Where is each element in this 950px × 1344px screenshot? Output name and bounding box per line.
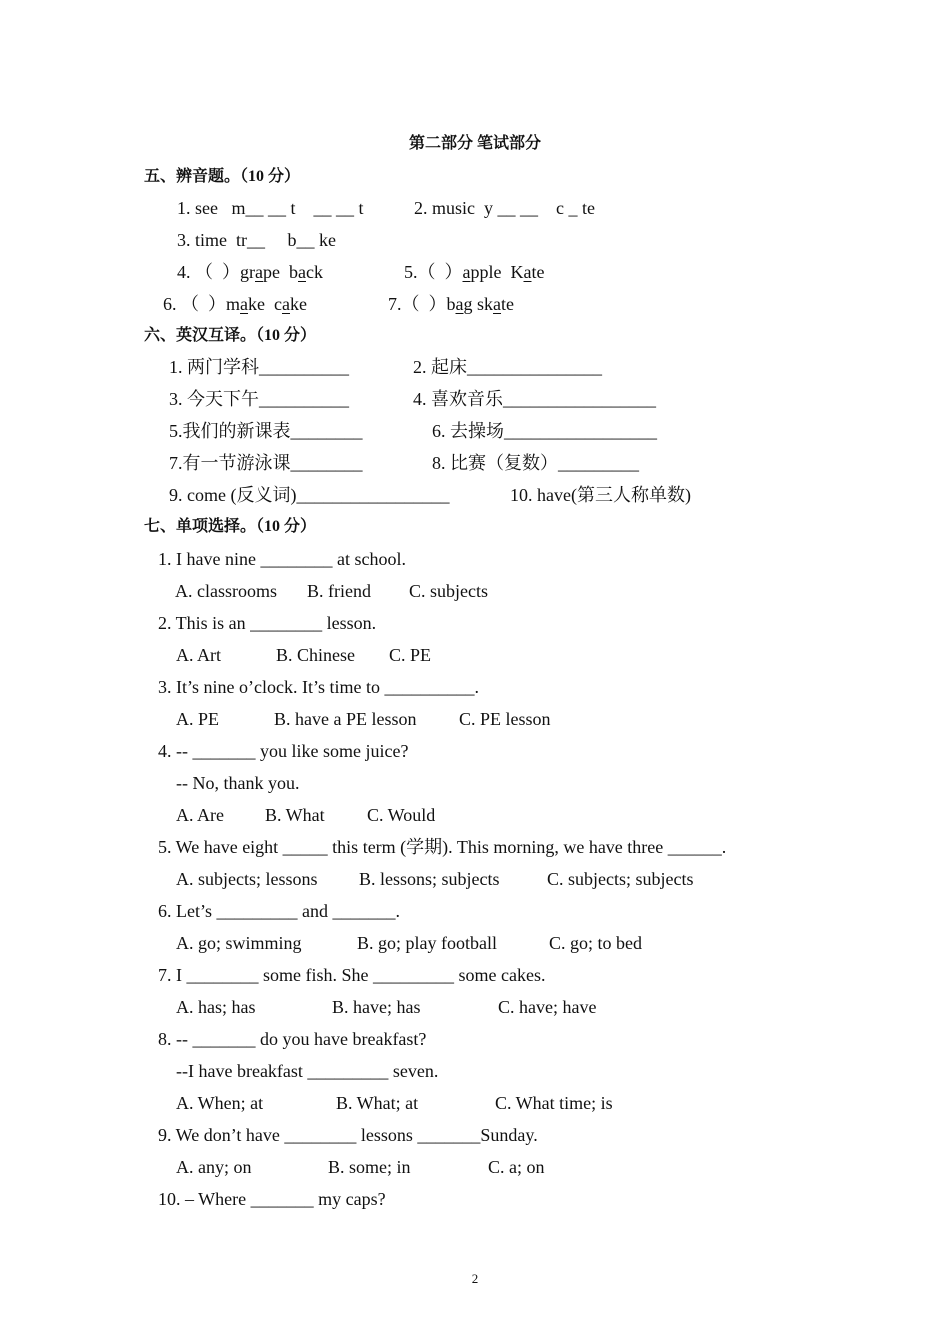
q5-option-b: B. lessons; subjects: [359, 869, 500, 889]
question-7: 7. I ________ some fish. She _________ some cakes.: [158, 965, 546, 985]
translation-item-5: 5.我们的新课表________: [169, 421, 363, 441]
q8-option-a: A. When; at: [176, 1093, 264, 1113]
translation-item-8: 8. 比赛（复数）_________: [432, 453, 639, 473]
section-heading-phonics: 五、辨音题。（10 分）: [144, 168, 301, 185]
phonics-item-6: 6. （ ）make cake: [163, 294, 307, 314]
q4-option-b: B. What: [265, 805, 325, 825]
q3-option-c: C. PE lesson: [459, 709, 551, 729]
q2-option-c: C. PE: [389, 645, 432, 665]
q2-option-a: A. Art: [176, 645, 221, 665]
q1-option-c: C. subjects: [409, 581, 488, 601]
translation-item-1: 1. 两门学科__________: [169, 357, 349, 377]
q6-option-a: A. go; swimming: [176, 933, 302, 953]
phonics-item-7: 7.（ ）bag skate: [388, 294, 515, 314]
phonics-item-3: 3. time tr__ b__ ke: [177, 230, 336, 250]
q2-option-b: B. Chinese: [276, 645, 355, 665]
question-3: 3. It’s nine o’clock. It’s time to __________.: [158, 677, 479, 697]
translation-item-3: 3. 今天下午__________: [169, 389, 349, 409]
question-4: 4. -- _______ you like some juice?: [158, 741, 409, 761]
translation-item-6: 6. 去操场_________________: [432, 421, 657, 441]
translation-item-2: 2. 起床_______________: [413, 357, 602, 377]
q6-option-b: B. go; play football: [357, 933, 497, 953]
phonics-item-5: 5.（ ）apple Kate: [404, 262, 545, 282]
q5-option-c: C. subjects; subjects: [547, 869, 694, 889]
q7-option-c: C. have; have: [498, 997, 597, 1017]
q4-option-c: C. Would: [367, 805, 436, 825]
question-9: 9. We don’t have ________ lessons _______Sunday.: [158, 1125, 538, 1145]
question-1: 1. I have nine ________ at school.: [158, 549, 406, 569]
q8-option-b: B. What; at: [336, 1093, 419, 1113]
q1-option-b: B. friend: [307, 581, 371, 601]
translation-item-7: 7.有一节游泳课________: [169, 453, 363, 473]
translation-item-10: 10. have(第三人称单数): [510, 485, 691, 505]
q3-option-a: A. PE: [176, 709, 220, 729]
page-title: 第二部分 笔试部分: [408, 135, 541, 152]
q1-option-a: A. classrooms: [175, 581, 277, 601]
q8-reply: --I have breakfast _________ seven.: [176, 1061, 439, 1081]
q7-option-b: B. have; has: [332, 997, 421, 1017]
question-2: 2. This is an ________ lesson.: [158, 613, 377, 633]
question-6: 6. Let’s _________ and _______.: [158, 901, 400, 921]
phonics-item-4: 4. （ ）grape back: [177, 262, 323, 282]
q9-option-c: C. a; on: [488, 1157, 545, 1177]
translation-item-9: 9. come (反义词)_________________: [169, 485, 450, 505]
q8-option-c: C. What time; is: [495, 1093, 613, 1113]
question-5: 5. We have eight _____ this term (学期). This morning, we have three ______.: [158, 837, 727, 857]
q5-option-a: A. subjects; lessons: [176, 869, 318, 889]
page-number: 2: [471, 1271, 479, 1286]
q3-option-b: B. have a PE lesson: [274, 709, 417, 729]
q9-option-b: B. some; in: [328, 1157, 411, 1177]
q6-option-c: C. go; to bed: [549, 933, 642, 953]
question-8: 8. -- _______ do you have breakfast?: [158, 1029, 427, 1049]
section-heading-multiple-choice: 七、单项选择。（10 分）: [144, 518, 317, 535]
section-heading-translation: 六、英汉互译。（10 分）: [144, 327, 317, 344]
q7-option-a: A. has; has: [176, 997, 256, 1017]
q4-option-a: A. Are: [176, 805, 224, 825]
phonics-item-1: 1. see m__ __ t __ __ t: [177, 198, 364, 218]
q4-reply: -- No, thank you.: [176, 773, 300, 793]
translation-item-4: 4. 喜欢音乐_________________: [413, 389, 656, 409]
question-10: 10. – Where _______ my caps?: [158, 1189, 386, 1209]
phonics-item-2: 2. music y __ __ c _ te: [414, 198, 595, 218]
q9-option-a: A. any; on: [176, 1157, 252, 1177]
